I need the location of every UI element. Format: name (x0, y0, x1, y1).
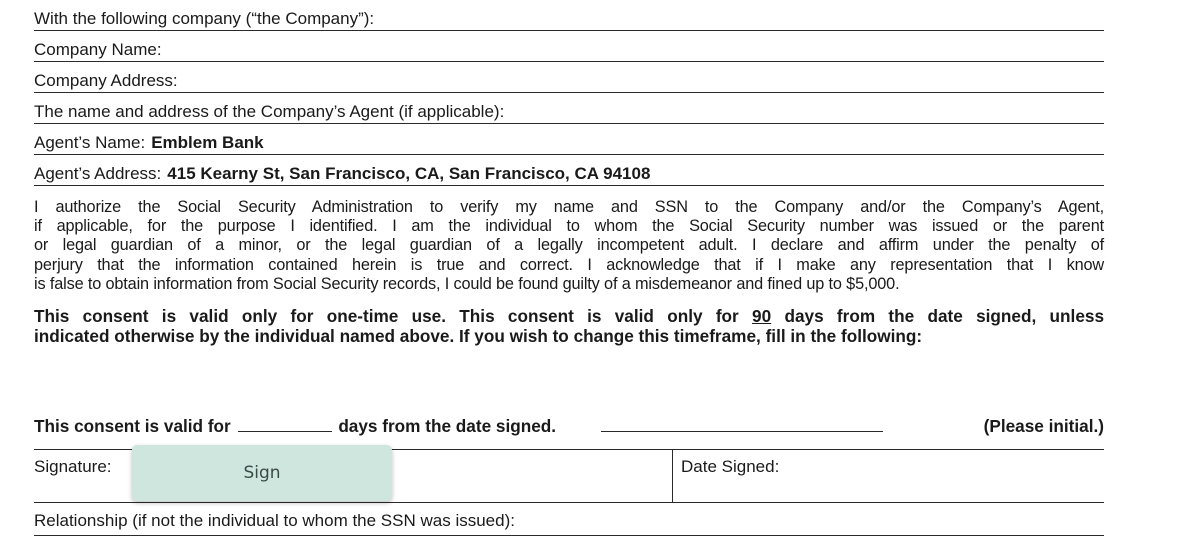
consent-form (34, 0, 1105, 530)
consent-line-1 (34, 306, 1104, 326)
date-signed-label: Date Signed: (681, 457, 780, 476)
authorization-line: or legal guardian of a minor, or the legal guardian of a legally incompetent adult. I declare and affirm under the penalty of (34, 236, 1104, 255)
company-address-label: Company Address: (34, 71, 178, 90)
consent-days-value: 90 (752, 306, 772, 327)
valid-for-prefix: This consent is valid for (34, 416, 231, 436)
consent-line-1-start: This consent is valid only for one-time use. This consent is valid only for (34, 306, 753, 327)
valid-days-input[interactable] (238, 417, 332, 432)
please-initial-label: (Please initial.) (983, 416, 1104, 436)
company-address-field[interactable] (34, 62, 1104, 93)
company-name-field[interactable] (34, 31, 1104, 62)
consent-line-1-end: days from the date signed, unless (771, 306, 1105, 327)
agent-name-value: Emblem Bank (151, 133, 264, 152)
agent-name-label: Agent’s Name: (34, 133, 146, 152)
relationship-field[interactable] (34, 503, 1104, 536)
authorization-paragraph (34, 198, 1104, 294)
agent-address-field[interactable] (34, 155, 1104, 186)
company-intro-text: With the following company (“the Company”): (34, 9, 375, 28)
signature-divider (672, 450, 673, 502)
authorization-line: I authorize the Social Security Administration to verify my name and SSN to the Company and/or the Company’s Agent, (34, 198, 1104, 216)
agent-intro-text: The name and address of the Company’s Agent (if applicable): (34, 102, 505, 121)
signature-label: Signature: (34, 457, 112, 476)
agent-name-field[interactable] (34, 124, 1104, 155)
agent-intro-row (34, 93, 1104, 124)
initial-input[interactable] (601, 417, 883, 432)
valid-for-suffix: days from the date signed. (338, 416, 557, 436)
sign-button[interactable]: Sign (132, 445, 392, 501)
relationship-label: Relationship (if not the individual to whom the SSN was issued): (34, 511, 515, 530)
authorization-line: if applicable, for the purpose I identified. I am the individual to whom the Social Security number was issued or the parent (34, 217, 1104, 236)
authorization-line: is false to obtain information from Social Security records, I could be found guilty of a misdemeanor and fined up to $5,000. (34, 274, 900, 293)
company-intro-row (34, 0, 1104, 31)
signature-row (34, 449, 1104, 503)
agent-address-label: Agent’s Address: (34, 164, 162, 183)
company-name-label: Company Name: (34, 40, 162, 59)
agent-address-value: 415 Kearny St, San Francisco, CA, San Francisco, CA 94108 (167, 164, 651, 183)
valid-for-row (34, 416, 1104, 438)
consent-paragraph (34, 306, 1104, 346)
consent-line-2: indicated otherwise by the individual named above. If you wish to change this timeframe, fill in the following: (34, 326, 923, 347)
authorization-line: perjury that the information contained herein is true and correct. I acknowledge that if I make any representation that I know (34, 255, 1104, 274)
